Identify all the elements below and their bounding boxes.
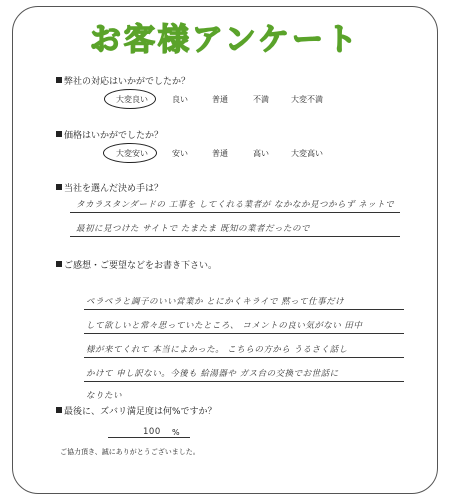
q2-option-5[interactable]: 大変高い bbox=[291, 149, 323, 158]
satisfaction-line bbox=[108, 437, 190, 438]
question-5-label: 最後に、ズバリ満足度は何%ですか？ bbox=[64, 407, 217, 417]
q2-option-1[interactable]: 大変安い bbox=[116, 149, 148, 158]
q3-answer-line-2: 最初に見つけた サイトで たまたま 既知の業者だったので bbox=[76, 224, 311, 234]
q3-answer-line-1: タカラスタンダードの 工事を してくれる業者が なかなか見つからず ネットで bbox=[76, 200, 395, 210]
q2-selected-circle bbox=[103, 143, 157, 163]
question-4-label: ご感想・ご要望などをお書き下さい。 bbox=[64, 261, 218, 271]
q4-answer-line-1: ペラペラと調子のいい営業か とにかくキライで 黙って仕事だけ bbox=[86, 297, 345, 307]
q1-option-3[interactable]: 普通 bbox=[212, 95, 228, 104]
survey-title: お客様アンケート bbox=[89, 22, 361, 58]
question-3-label: 当社を選んだ決め手は？ bbox=[64, 184, 164, 194]
answer-line bbox=[84, 333, 404, 334]
bullet-square-icon bbox=[56, 184, 62, 190]
q1-option-2[interactable]: 良い bbox=[172, 95, 188, 104]
question-4 bbox=[56, 258, 217, 271]
q1-option-5[interactable]: 大変不満 bbox=[291, 95, 323, 104]
bullet-square-icon bbox=[56, 131, 62, 137]
question-2-label: 価格はいかがでしたか？ bbox=[64, 131, 164, 141]
answer-line bbox=[70, 236, 400, 237]
q2-option-4[interactable]: 高い bbox=[253, 149, 269, 158]
question-1-label: 弊社の対応はいかがでしたか？ bbox=[64, 77, 191, 87]
answer-line bbox=[84, 381, 404, 382]
bullet-square-icon bbox=[56, 261, 62, 267]
q1-option-1[interactable]: 大変良い bbox=[116, 95, 148, 104]
satisfaction-value[interactable]: 100 bbox=[143, 427, 161, 437]
question-1 bbox=[56, 74, 190, 87]
question-5 bbox=[56, 404, 217, 417]
q1-option-4[interactable]: 不満 bbox=[253, 95, 269, 104]
q4-answer-line-3: 様が来てくれて 本当によかった。 こちらの方から うるさく話し bbox=[86, 345, 348, 355]
question-3 bbox=[56, 181, 163, 194]
answer-line bbox=[84, 309, 404, 310]
answer-line bbox=[84, 357, 404, 358]
q4-answer-line-2: して欲しいと常々思っていたところ、 コメントの良い気がない 田中 bbox=[86, 321, 363, 331]
question-2 bbox=[56, 128, 163, 141]
q2-option-2[interactable]: 安い bbox=[172, 149, 188, 158]
bullet-square-icon bbox=[56, 77, 62, 83]
bullet-square-icon bbox=[56, 407, 62, 413]
satisfaction-unit: % bbox=[172, 428, 180, 437]
answer-line bbox=[70, 212, 400, 213]
thanks-message: ご協力頂き、誠にありがとうございました。 bbox=[60, 448, 200, 456]
q4-answer-line-5: なりたい bbox=[86, 391, 123, 401]
q2-option-3[interactable]: 普通 bbox=[212, 149, 228, 158]
q4-answer-line-4: かけて 申し訳ない。今後も 給湯器や ガス台の交換でお世話に bbox=[86, 369, 339, 379]
q1-selected-circle bbox=[104, 89, 156, 109]
